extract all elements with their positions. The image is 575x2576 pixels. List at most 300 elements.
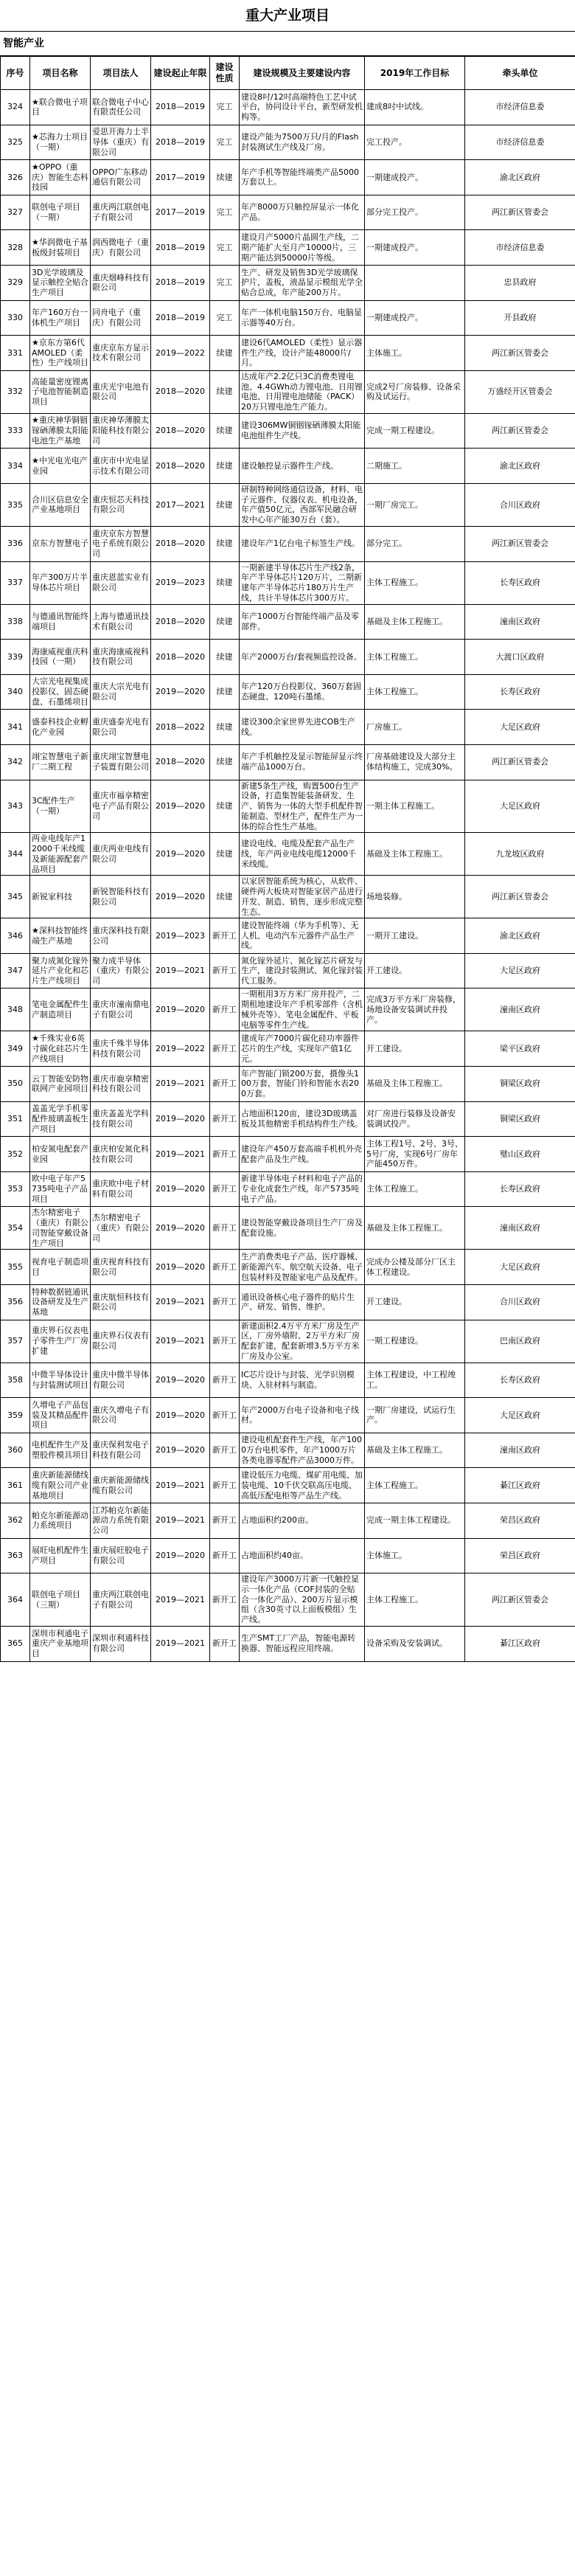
cell-2019-goal: 一期建成投产。	[365, 230, 465, 266]
cell-lead-unit: 忠县政府	[465, 265, 575, 300]
cell-nature: 续建	[210, 449, 240, 484]
cell-legal-entity: 重庆市中光电显示技术有限公司	[91, 449, 151, 484]
header-lead-unit: 牵头单位	[465, 57, 575, 90]
section-heading: 智能产业	[0, 32, 575, 56]
table-row	[1, 1250, 575, 1285]
cell-scale-content: 建设月产5000片晶圆生产线，二期产能扩大至月产10000片，三期产能达到50000片等级。	[240, 230, 365, 266]
cell-legal-entity: 重庆京东方显示技术有限公司	[91, 336, 151, 371]
cell-years: 2018—2019	[151, 265, 210, 300]
cell-lead-unit: 铜梁区政府	[465, 1101, 575, 1137]
table-row	[1, 604, 575, 640]
table-row	[1, 195, 575, 230]
cell-lead-unit: 合川区政府	[465, 1285, 575, 1320]
cell-scale-content: 建设6代AMOLED（柔性）显示器件生产线，设计产能48000片/月。	[240, 336, 365, 371]
table-row	[1, 1137, 575, 1172]
cell-legal-entity: 重庆海康威视科技有限公司	[91, 640, 151, 675]
page-title: 重大产业项目	[0, 0, 575, 32]
cell-scale-content: 年产2000万台电子设备和电子线材。	[240, 1398, 365, 1433]
cell-nature: 续建	[210, 674, 240, 710]
header-index: 序号	[1, 57, 30, 90]
cell-2019-goal: 基础及主体工程施工。	[365, 1067, 465, 1102]
cell-index: 355	[1, 1250, 30, 1285]
cell-scale-content: 新建面积2.4万平方米厂房及生产区，厂房外墙附、2万平方米厂房配套扩建，配套新增3.5万平方米厂房及办公室。	[240, 1320, 365, 1363]
cell-lead-unit: 荣昌区政府	[465, 1538, 575, 1573]
table-row	[1, 674, 575, 710]
cell-project-name: 笔电金属配件生产制造项目	[30, 988, 91, 1031]
table-row	[1, 336, 575, 371]
cell-2019-goal: 基础及主体工程施工。	[365, 604, 465, 640]
cell-index: 358	[1, 1363, 30, 1398]
cell-2019-goal: 主体工程施工。	[365, 1573, 465, 1627]
cell-nature: 完工	[210, 265, 240, 300]
cell-legal-entity: 重庆光宇电池有限公司	[91, 370, 151, 413]
cell-2019-goal: 一期开工建设。	[365, 918, 465, 954]
cell-index: 341	[1, 710, 30, 745]
cell-index: 362	[1, 1503, 30, 1538]
cell-legal-entity: 重庆盖盖光学科技有限公司	[91, 1101, 151, 1137]
table-row	[1, 230, 575, 266]
cell-lead-unit: 九龙坡区政府	[465, 833, 575, 876]
cell-project-name: 京东方智慧电子	[30, 526, 91, 561]
cell-2019-goal: 主体工程施工。	[365, 561, 465, 604]
cell-years: 2019—2023	[151, 918, 210, 954]
cell-legal-entity: 重庆市福享精密电子产品有限公司	[91, 780, 151, 833]
cell-nature: 新开工	[210, 918, 240, 954]
cell-legal-entity: 重庆大宗光电有限公司	[91, 674, 151, 710]
cell-scale-content: 年产手机等智能终端类产品5000万套以上。	[240, 160, 365, 195]
table-header-row	[1, 57, 575, 90]
cell-project-name: 年产300万片半导体芯片项目	[30, 561, 91, 604]
cell-2019-goal	[365, 265, 465, 300]
cell-legal-entity: 重庆恩蓝实业有限公司	[91, 561, 151, 604]
cell-index: 346	[1, 918, 30, 954]
cell-2019-goal: 建成8吋中试线。	[365, 90, 465, 125]
cell-scale-content: 建设8吋/12吋高端特色工艺中试平台，协同设计平台，新型研发机构等。	[240, 90, 365, 125]
cell-index: 328	[1, 230, 30, 266]
cell-years: 2019—2020	[151, 1538, 210, 1573]
cell-years: 2018—2022	[151, 710, 210, 745]
cell-project-name: 高能量密度锂离子电池智能制造项目	[30, 370, 91, 413]
cell-nature: 新开工	[210, 1101, 240, 1137]
cell-years: 2019—2020	[151, 1250, 210, 1285]
cell-index: 351	[1, 1101, 30, 1137]
cell-legal-entity: 重庆新能源储线缆有限公司	[91, 1468, 151, 1503]
cell-index: 340	[1, 674, 30, 710]
cell-legal-entity: 重庆展旺胶电子有限公司	[91, 1538, 151, 1573]
cell-years: 2018—2020	[151, 744, 210, 780]
table-row	[1, 300, 575, 336]
cell-lead-unit: 璧山区政府	[465, 1137, 575, 1172]
cell-index: 326	[1, 160, 30, 195]
cell-lead-unit: 两江新区管委会	[465, 526, 575, 561]
cell-2019-goal: 主体施工。	[365, 336, 465, 371]
cell-lead-unit: 潼南区政府	[465, 604, 575, 640]
cell-years: 2018—2020	[151, 604, 210, 640]
cell-scale-content: 年产1000万台智能终端产品及零部件。	[240, 604, 365, 640]
header-scale-content: 建设规模及主要建设内容	[240, 57, 365, 90]
table-row	[1, 265, 575, 300]
cell-lead-unit: 梁平区政府	[465, 1031, 575, 1067]
cell-years: 2018—2019	[151, 230, 210, 266]
cell-legal-entity: OPPO广东移动通信有限公司	[91, 160, 151, 195]
cell-project-name: 两业电线年产12000千米线缆及新能源配套产品项目	[30, 833, 91, 876]
cell-scale-content: 建设300余家世界先进COB生产线。	[240, 710, 365, 745]
cell-nature: 新开工	[210, 1363, 240, 1398]
cell-nature: 完工	[210, 90, 240, 125]
cell-index: 349	[1, 1031, 30, 1067]
cell-project-name: ★重庆神华铜铟镓硒薄膜太阳能电池生产基地	[30, 413, 91, 449]
cell-index: 354	[1, 1207, 30, 1250]
table-row	[1, 988, 575, 1031]
cell-index: 359	[1, 1398, 30, 1433]
cell-years: 2018—2020	[151, 526, 210, 561]
cell-years: 2018—2020	[151, 449, 210, 484]
cell-index: 363	[1, 1538, 30, 1573]
table-row	[1, 1285, 575, 1320]
table-row	[1, 370, 575, 413]
cell-2019-goal: 主体施工。	[365, 1538, 465, 1573]
cell-2019-goal: 基础及主体工程施工。	[365, 1433, 465, 1468]
cell-nature: 新开工	[210, 1171, 240, 1207]
cell-2019-goal: 一期主体工程施工。	[365, 780, 465, 833]
cell-years: 2019—2021	[151, 1137, 210, 1172]
cell-scale-content: 达成年产2.2亿只3C消费类锂电池、4.4GWh动力锂电池、日用锂电池、日用锂电池储能（PACK）20万只锂电池生产能力。	[240, 370, 365, 413]
cell-legal-entity: 重庆两江联创电子有限公司	[91, 195, 151, 230]
cell-project-name: 海康威视重庆科技园（一期）	[30, 640, 91, 675]
cell-project-name: 特种数据链通讯设备研发及生产基地	[30, 1285, 91, 1320]
cell-lead-unit: 万盛经开区管委会	[465, 370, 575, 413]
cell-nature: 完工	[210, 300, 240, 336]
table-row	[1, 526, 575, 561]
cell-nature: 新开工	[210, 1573, 240, 1627]
cell-project-name: 3C配件生产（一期）	[30, 780, 91, 833]
table-row	[1, 1626, 575, 1661]
cell-project-name: 合川区信息安全产业基地项目	[30, 483, 91, 526]
cell-years: 2019—2020	[151, 780, 210, 833]
cell-lead-unit: 潼南区政府	[465, 1433, 575, 1468]
cell-nature: 续建	[210, 710, 240, 745]
cell-lead-unit: 渝北区政府	[465, 449, 575, 484]
table-row	[1, 710, 575, 745]
cell-2019-goal: 开工建设。	[365, 1285, 465, 1320]
header-nature: 建设性质	[210, 57, 240, 90]
cell-legal-entity: 重庆市鹿享精密科技有限公司	[91, 1067, 151, 1102]
cell-lead-unit: 大足区政府	[465, 1250, 575, 1285]
table-row	[1, 744, 575, 780]
cell-index: 348	[1, 988, 30, 1031]
cell-lead-unit: 巴南区政府	[465, 1320, 575, 1363]
cell-scale-content: 以家居智能系统为核心，从软件、硬件两大板块对智能家居产品进行开发、制造、销售，逐步形成完整生态。	[240, 876, 365, 918]
cell-project-name: 久增电子产品包装及其精品配件项目	[30, 1398, 91, 1433]
cell-2019-goal: 完成办公楼及部分厂区主体工程建设。	[365, 1250, 465, 1285]
cell-years: 2019—2020	[151, 1171, 210, 1207]
table-row	[1, 1468, 575, 1503]
cell-years: 2019—2020	[151, 1433, 210, 1468]
cell-project-name: 欧中电子年产5735吨电子产品项目	[30, 1171, 91, 1207]
cell-2019-goal: 设备采购及安装调试。	[365, 1626, 465, 1661]
cell-index: 338	[1, 604, 30, 640]
cell-legal-entity: 重庆视育科技有限公司	[91, 1250, 151, 1285]
cell-scale-content: 建设电线、电缆及配套产品生产线，年产两业电线电缆12000千米线缆。	[240, 833, 365, 876]
cell-2019-goal: 主体工程建设，中工程竣工。	[365, 1363, 465, 1398]
cell-legal-entity: 重庆千殊半导体科技有限公司	[91, 1031, 151, 1067]
cell-years: 2019—2021	[151, 1573, 210, 1627]
cell-legal-entity: 聚力成半导体（重庆）有限公司	[91, 953, 151, 988]
cell-index: 361	[1, 1468, 30, 1503]
cell-scale-content: 新建5条生产线，购置500台生产设备，打造集智能装备研发、生产、销售为一体的大型手机配件智能制造、型材生产，配件生产为一体的综合性生产基地。	[240, 780, 365, 833]
cell-project-name: 联创电子项目（一期）	[30, 195, 91, 230]
cell-lead-unit: 长寿区政府	[465, 1363, 575, 1398]
cell-project-name: 3D光学玻璃及显示触控全贴合生产项目	[30, 265, 91, 300]
cell-legal-entity: 重庆神华薄膜太阳能科技有限公司	[91, 413, 151, 449]
cell-index: 352	[1, 1137, 30, 1172]
cell-lead-unit: 市经济信息委	[465, 90, 575, 125]
cell-nature: 续建	[210, 336, 240, 371]
cell-legal-entity: 深圳市利通科技有限公司	[91, 1626, 151, 1661]
table-row	[1, 1398, 575, 1433]
table-row	[1, 561, 575, 604]
cell-years: 2019—2021	[151, 1285, 210, 1320]
cell-nature: 续建	[210, 780, 240, 833]
cell-legal-entity: 重庆京东方智慧电子系统有限公司	[91, 526, 151, 561]
cell-project-name: 云丁智能安防物联网产业园项目	[30, 1067, 91, 1102]
cell-lead-unit: 潼南区政府	[465, 988, 575, 1031]
cell-scale-content: 年产手机触控及显示智能屏显示终端产品1000万台。	[240, 744, 365, 780]
cell-nature: 续建	[210, 876, 240, 918]
cell-lead-unit: 铜梁区政府	[465, 1067, 575, 1102]
cell-legal-entity: 爱思开海力士半导体（重庆）有限公司	[91, 125, 151, 160]
table-row	[1, 1538, 575, 1573]
cell-project-name: 盛泰科技企业孵化产业园	[30, 710, 91, 745]
header-years: 建设起止年限	[151, 57, 210, 90]
cell-scale-content: 建设低压力电缆、煤矿用电缆、加装电缆、10千伏交联高压电缆、高低压配电柜等产品生产线。	[240, 1468, 365, 1503]
cell-lead-unit: 市经济信息委	[465, 230, 575, 266]
cell-scale-content: 建设智能终端（华为手机等）、无人机、电动汽车元器件产品生产线。	[240, 918, 365, 954]
cell-lead-unit: 綦江区政府	[465, 1626, 575, 1661]
cell-legal-entity: 重庆久增电子有限公司	[91, 1398, 151, 1433]
table-row	[1, 483, 575, 526]
cell-lead-unit: 两江新区管委会	[465, 195, 575, 230]
cell-index: 356	[1, 1285, 30, 1320]
cell-index: 342	[1, 744, 30, 780]
cell-lead-unit: 大足区政府	[465, 953, 575, 988]
table-row	[1, 90, 575, 125]
table-row	[1, 640, 575, 675]
table-row	[1, 876, 575, 918]
cell-2019-goal: 开工建设。	[365, 953, 465, 988]
cell-2019-goal: 主体工程施工。	[365, 1468, 465, 1503]
cell-nature: 续建	[210, 413, 240, 449]
cell-scale-content: 建成年产7000片碳化硅功率器件芯片的生产线，实现年产值1亿元。	[240, 1031, 365, 1067]
cell-index: 343	[1, 780, 30, 833]
table-row	[1, 1320, 575, 1363]
cell-lead-unit: 长寿区政府	[465, 674, 575, 710]
cell-lead-unit: 大足区政府	[465, 1398, 575, 1433]
cell-lead-unit: 渝北区政府	[465, 160, 575, 195]
cell-project-name: 视育电子制造项目	[30, 1250, 91, 1285]
cell-scale-content: 年产8000万只触控屏显示一体化产品。	[240, 195, 365, 230]
cell-nature: 续建	[210, 526, 240, 561]
cell-scale-content: 建设年产3000万片新一代触控显示一体化产品（COF封装的全贴合一体化产品）、200万片显示模组（含30英寸以上面板模组）生产线。	[240, 1573, 365, 1627]
table-row	[1, 1433, 575, 1468]
cell-2019-goal: 主体工程施工。	[365, 674, 465, 710]
table-row	[1, 1573, 575, 1627]
cell-scale-content: 一期租用3万方米厂房并投产，二期租地建设年产手机零部件（含机械外壳等）、笔电金属配件、平板电脑等零件生产线。	[240, 988, 365, 1031]
cell-index: 353	[1, 1171, 30, 1207]
cell-nature: 完工	[210, 195, 240, 230]
cell-project-name: 杰尔精密电子（重庆）有限公司智能穿戴设备生产项目	[30, 1207, 91, 1250]
cell-index: 334	[1, 449, 30, 484]
cell-lead-unit: 两江新区管委会	[465, 744, 575, 780]
cell-nature: 新开工	[210, 1320, 240, 1363]
cell-years: 2019—2022	[151, 1031, 210, 1067]
cell-years: 2019—2022	[151, 336, 210, 371]
cell-years: 2019—2020	[151, 1398, 210, 1433]
cell-scale-content: 建设电机配套件生产线，年产1000万台电机零件，年产1000万片各类电器零配件产品3000万件。	[240, 1433, 365, 1468]
cell-years: 2019—2021	[151, 953, 210, 988]
cell-nature: 新开工	[210, 1503, 240, 1538]
cell-years: 2019—2020	[151, 674, 210, 710]
cell-project-name: 展旺电机配件生产项目	[30, 1538, 91, 1573]
cell-scale-content: 一期新建半导体芯片生产线2条，年产半导体芯片120万片，二期新建年产半导体芯片180万片生产线，共计半导体芯片300万片。	[240, 561, 365, 604]
cell-nature: 续建	[210, 483, 240, 526]
cell-legal-entity: 重庆深科技有限公司	[91, 918, 151, 954]
cell-2019-goal: 完成一期主体工程建设。	[365, 1503, 465, 1538]
cell-nature: 新开工	[210, 1250, 240, 1285]
cell-2019-goal: 场地装修。	[365, 876, 465, 918]
cell-2019-goal: 完成一期工程建设。	[365, 413, 465, 449]
cell-2019-goal: 开工建设。	[365, 1031, 465, 1067]
cell-nature: 新开工	[210, 953, 240, 988]
cell-legal-entity: 重庆翊宝智慧电子装置有限公司	[91, 744, 151, 780]
cell-scale-content: 研制特种网络通信设备，材料、电子元器件、仪器仪表、机电设备，年产值50亿元，西部军民融合研发中心年产能30万台（套）。	[240, 483, 365, 526]
cell-lead-unit: 两江新区管委会	[465, 413, 575, 449]
table-row	[1, 1207, 575, 1250]
cell-legal-entity: 重庆中微半导体有限公司	[91, 1363, 151, 1398]
cell-2019-goal: 一期工程建设。	[365, 1320, 465, 1363]
cell-index: 327	[1, 195, 30, 230]
cell-years: 2018—2019	[151, 300, 210, 336]
cell-scale-content: 占地面积120亩，建设3D玻璃盖板及其他精密手机结构件生产线。	[240, 1101, 365, 1137]
cell-scale-content: 通讯设备核心电子器件的贴片生产、研发、销售、维护。	[240, 1285, 365, 1320]
table-row	[1, 1031, 575, 1067]
cell-scale-content: 氮化镓外延片、氮化镓芯片研发与生产，建设封装测试、氮化镓封装代工服务。	[240, 953, 365, 988]
cell-index: 337	[1, 561, 30, 604]
cell-scale-content: 年产智能门锁200万套，摄像头100万套，智能门铃和智能水表200万套。	[240, 1067, 365, 1102]
cell-legal-entity: 重庆烟峰科技有限公司	[91, 265, 151, 300]
table-row	[1, 160, 575, 195]
cell-years: 2019—2021	[151, 1503, 210, 1538]
cell-project-name: 重庆新能源储线缆有限公司产业基地项目	[30, 1468, 91, 1503]
cell-scale-content: 建设年产450万套高端手机机外壳配套产品及生产线。	[240, 1137, 365, 1172]
cell-project-name: 重庆界石仪表电子零件生产厂房扩建	[30, 1320, 91, 1363]
cell-index: 350	[1, 1067, 30, 1102]
cell-scale-content: IC芯片设计与封装、光学识别模块、入驻材料与制造。	[240, 1363, 365, 1398]
cell-nature: 新开工	[210, 1067, 240, 1102]
cell-years: 2019—2020	[151, 1363, 210, 1398]
cell-2019-goal: 一期建成投产。	[365, 160, 465, 195]
cell-nature: 续建	[210, 640, 240, 675]
cell-years: 2019—2020	[151, 988, 210, 1031]
cell-years: 2017—2019	[151, 195, 210, 230]
cell-nature: 新开工	[210, 1031, 240, 1067]
cell-project-name: 柏安氮电配套产业园	[30, 1137, 91, 1172]
cell-project-name: 年产160万台一体机生产项目	[30, 300, 91, 336]
cell-2019-goal: 完成2号厂房装修、设备采购及试运行。	[365, 370, 465, 413]
cell-index: 330	[1, 300, 30, 336]
cell-lead-unit: 綦江区政府	[465, 1468, 575, 1503]
cell-project-name: ★芯海力士项目（一期）	[30, 125, 91, 160]
cell-legal-entity: 重庆柏安氮化科技有限公司	[91, 1137, 151, 1172]
cell-project-name: 翊宝智慧电子新厂二期工程	[30, 744, 91, 780]
header-legal-entity: 项目法人	[91, 57, 151, 90]
table-row	[1, 1363, 575, 1398]
header-project-name: 项目名称	[30, 57, 91, 90]
header-2019-goal: 2019年工作目标	[365, 57, 465, 90]
cell-index: 357	[1, 1320, 30, 1363]
cell-years: 2019—2021	[151, 1626, 210, 1661]
cell-lead-unit: 大渡口区政府	[465, 640, 575, 675]
cell-nature: 新开工	[210, 1538, 240, 1573]
cell-2019-goal: 基础及主体工程施工。	[365, 1207, 465, 1250]
cell-nature: 新开工	[210, 1626, 240, 1661]
cell-nature: 新开工	[210, 1137, 240, 1172]
cell-2019-goal: 对厂房进行装修及设备安装调试投产。	[365, 1101, 465, 1137]
cell-project-name: 与德通讯智能终端项目	[30, 604, 91, 640]
cell-nature: 续建	[210, 160, 240, 195]
cell-years: 2019—2023	[151, 561, 210, 604]
cell-project-name: 深圳市利通电子重庆产业基地项目	[30, 1626, 91, 1661]
cell-legal-entity: 重庆市潼南鼎电子有限公司	[91, 988, 151, 1031]
cell-lead-unit: 潼南区政府	[465, 1207, 575, 1250]
cell-2019-goal: 二期施工。	[365, 449, 465, 484]
cell-legal-entity: 江苏帕克尔新能源动力系统有限公司	[91, 1503, 151, 1538]
cell-legal-entity: 重庆欧中电子材料有限公司	[91, 1171, 151, 1207]
cell-lead-unit: 长寿区政府	[465, 1171, 575, 1207]
cell-index: 331	[1, 336, 30, 371]
cell-project-name: 电机配件生产及塑胶件模具项目	[30, 1433, 91, 1468]
cell-scale-content: 生产、研发及销售3D光学玻璃保护片，盖板，液晶显示模组光学全贴合总成，年产能200万片。	[240, 265, 365, 300]
cell-lead-unit: 两江新区管委会	[465, 336, 575, 371]
cell-years: 2018—2019	[151, 90, 210, 125]
cell-scale-content: 建设智能穿戴设备项目生产厂房及配套设施。	[240, 1207, 365, 1250]
cell-years: 2019—2020	[151, 1207, 210, 1250]
cell-years: 2019—2020	[151, 1101, 210, 1137]
cell-index: 336	[1, 526, 30, 561]
cell-nature: 续建	[210, 744, 240, 780]
cell-project-name: 中微半导体设计与封装测试项目	[30, 1363, 91, 1398]
cell-legal-entity: 重庆盛泰光电有限公司	[91, 710, 151, 745]
cell-nature: 新开工	[210, 1207, 240, 1250]
table-row	[1, 413, 575, 449]
cell-legal-entity: 联合微电子中心有限责任公司	[91, 90, 151, 125]
cell-project-name: 大宗光电视集成投影仪、固态硬盘、石墨烯项目	[30, 674, 91, 710]
cell-legal-entity: 杰尔精密电子（重庆）有限公司	[91, 1207, 151, 1250]
cell-index: 329	[1, 265, 30, 300]
cell-index: 345	[1, 876, 30, 918]
cell-lead-unit: 合川区政府	[465, 483, 575, 526]
cell-lead-unit: 大足区政府	[465, 780, 575, 833]
cell-2019-goal: 完工投产。	[365, 125, 465, 160]
table-row	[1, 780, 575, 833]
cell-project-name: ★OPPO（重庆）智能生态科技园	[30, 160, 91, 195]
table-row	[1, 953, 575, 988]
cell-lead-unit: 开县政府	[465, 300, 575, 336]
cell-2019-goal: 基础及主体工程施工。	[365, 833, 465, 876]
cell-scale-content: 建设产能为7500万只/月的Flash封装测试生产线及厂房。	[240, 125, 365, 160]
cell-scale-content: 生产SMT工厂产品，智能电源转换器、智能远程应用终端。	[240, 1626, 365, 1661]
cell-2019-goal: 主体工程施工。	[365, 640, 465, 675]
